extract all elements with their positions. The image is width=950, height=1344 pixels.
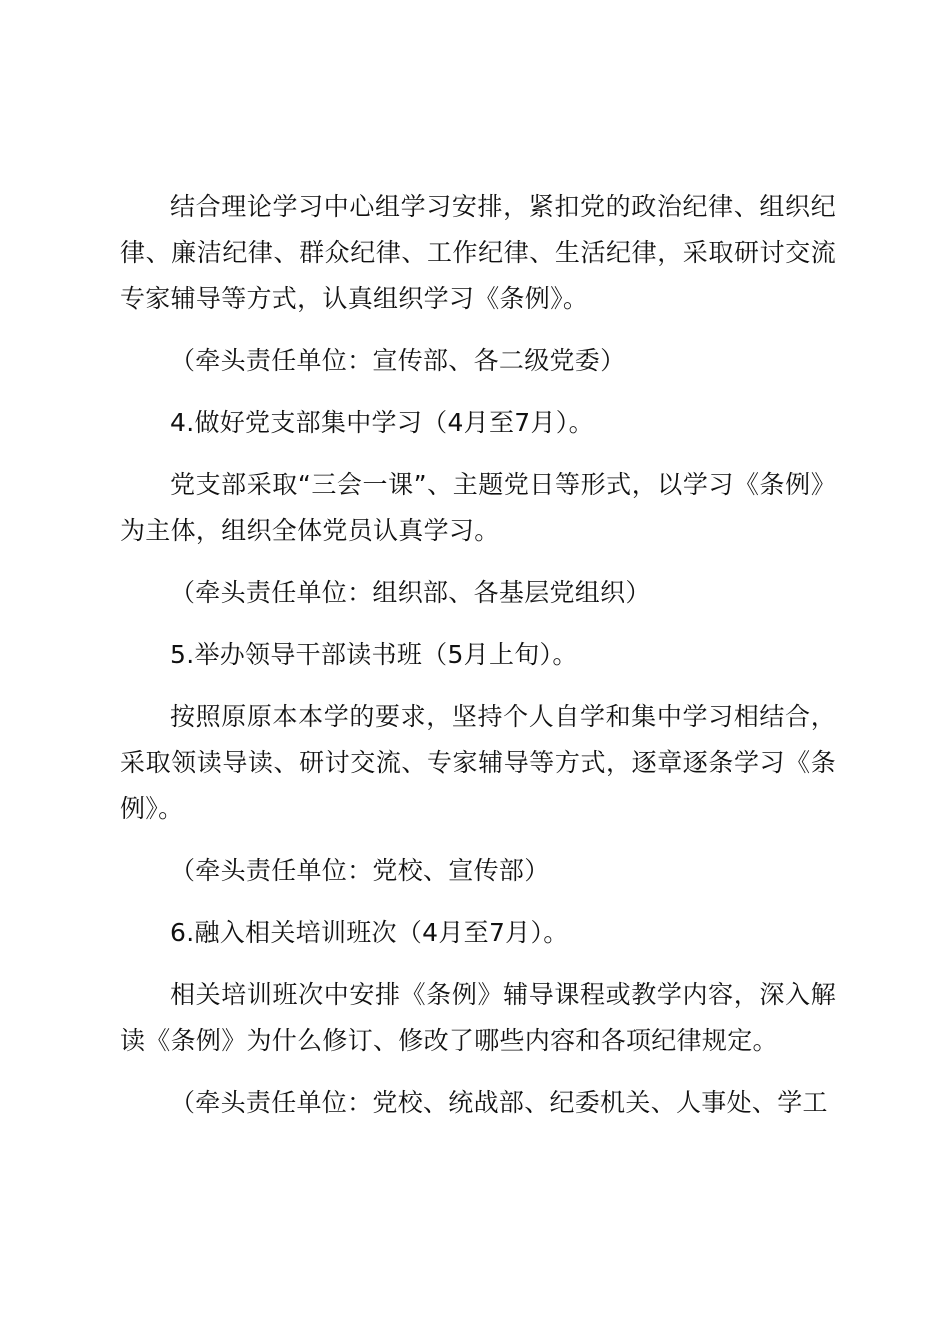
- section-heading-6: 6.融入相关培训班次（4月至7月）。: [170, 918, 569, 947]
- document-body: [120, 184, 836, 1142]
- paragraph-training-classes: 相关培训班次中安排《条例》辅导课程或教学内容，深入解读《条例》为什么修订、修改了哪些内容和各项纪律规定。: [120, 980, 836, 1055]
- paragraph-responsible-unit: （牵头责任单位：党校、宣传部）: [170, 856, 550, 885]
- paragraph-study-arrangement: 结合理论学习中心组学习安排，紧扣党的政治纪律、组织纪律、廉洁纪律、群众纪律、工作纪律、生活纪律，采取研讨交流专家辅导等方式，认真组织学习《条例》。: [120, 192, 836, 313]
- paragraph-responsible-unit: （牵头责任单位：组织部、各基层党组织）: [170, 578, 651, 607]
- paragraph-responsible-unit: （牵头责任单位：党校、统战部、纪委机关、人事处、学工: [170, 1088, 828, 1117]
- section-heading-4: 4.做好党支部集中学习（4月至7月）。: [170, 408, 594, 437]
- paragraph-reading-class: 按照原原本本学的要求，坚持个人自学和集中学习相结合，采取领读导读、研讨交流、专家辅导等方式，逐章逐条学习《条例》。: [120, 702, 836, 823]
- paragraph-responsible-unit: （牵头责任单位：宣传部、各二级党委）: [170, 346, 626, 375]
- paragraph-branch-study: 党支部采取“三会一课”、主题党日等形式，以学习《条例》为主体，组织全体党员认真学习。: [120, 470, 836, 545]
- section-heading-5: 5.举办领导干部读书班（5月上旬）。: [170, 640, 578, 669]
